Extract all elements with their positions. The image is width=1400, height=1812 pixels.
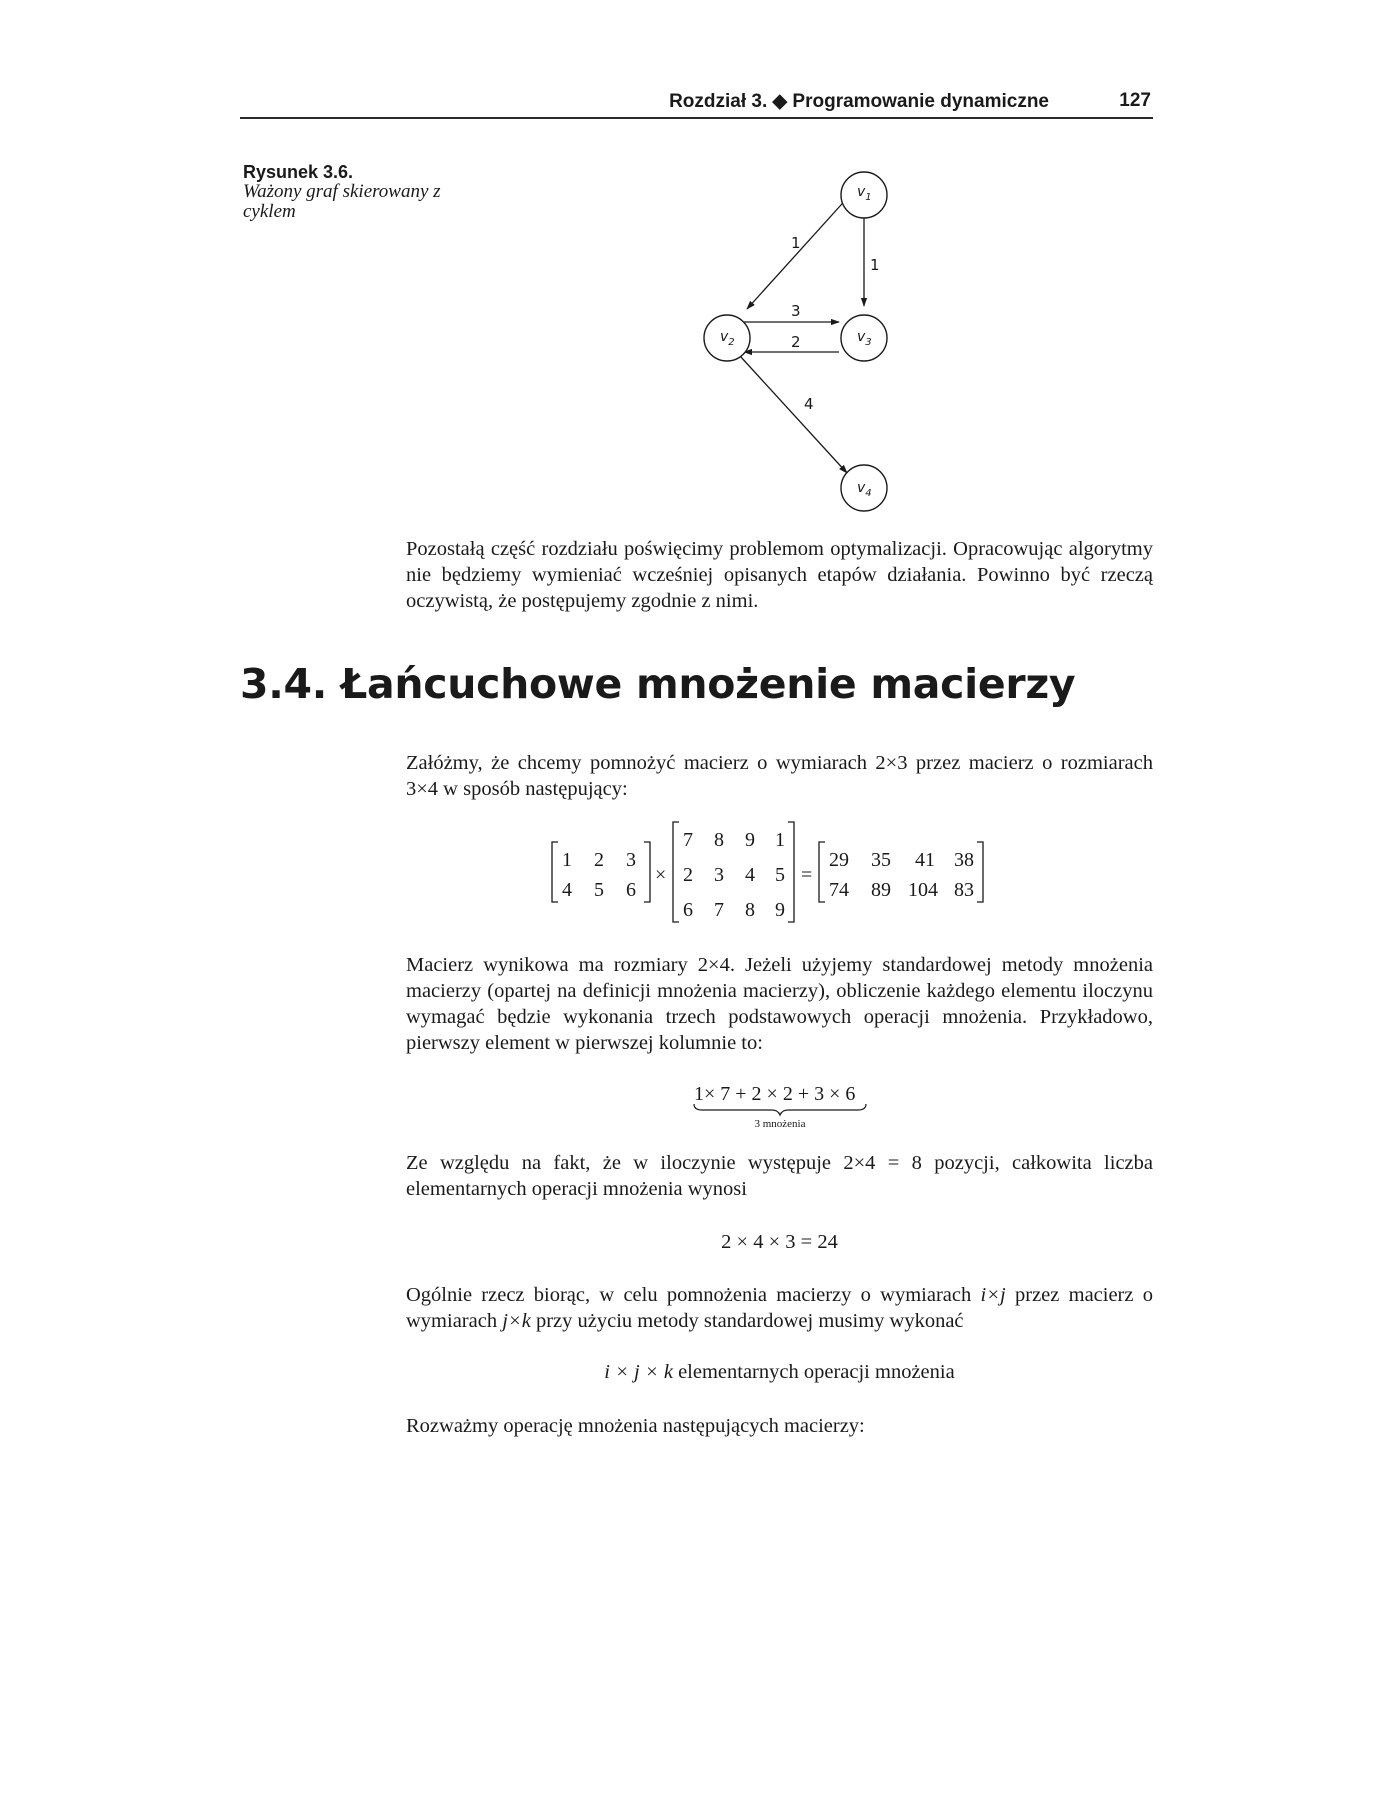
edge-weight-v1-v2: 1: [791, 234, 801, 252]
matrix-b-cell: 8: [714, 829, 724, 851]
matrix-b-cell: 7: [683, 829, 693, 851]
matrix-a-right-bracket: [644, 842, 650, 902]
paragraph-4: [406, 1282, 1153, 1334]
paragraph-3: [406, 1150, 1153, 1202]
paragraph-2-text: Macierz wynikowa ma rozmiary 2×4. Jeżeli użyjemy standardowej metody mnożenia macierzy (opartej na definicji mnożenia macierzy), obliczenie każdego elementu iloczynu wymagać będzie wykonania trzech podstawowych operacji mnożenia. Przykładowo, pierwszy element w pierwszej kolumnie to:: [406, 954, 1153, 1054]
weighted-graph-figure: [690, 158, 930, 520]
running-head: [240, 86, 1153, 116]
first-element-formula: [690, 1082, 870, 1130]
underbrace-label: 3 mnożenia: [754, 1118, 806, 1130]
matrix-c-cell: 29: [829, 849, 849, 871]
edge-weight-v1-v3: 1: [870, 256, 880, 274]
matrix-c-cell: 89: [871, 879, 891, 901]
edge-weight-v3-v2: 2: [791, 333, 801, 351]
matrix-a-cell: 5: [594, 879, 604, 901]
paragraph-2: [406, 952, 1153, 1056]
matrix-b-cell: 1: [775, 829, 785, 851]
dims-jxk: j×k: [502, 1310, 531, 1332]
times-sign: ×: [655, 864, 667, 886]
matrix-b-cell: 3: [714, 864, 724, 886]
matrix-a-left-bracket: [552, 842, 558, 902]
paragraph-5-text: Rozważmy operację mnożenia następujących macierzy:: [406, 1415, 865, 1437]
section-heading: 3.4. Łańcuchowe mnożenie macierzy: [240, 660, 1076, 708]
paragraph-1-text: Załóżmy, że chcemy pomnożyć macierz o wymiarach 2×3 przez macierz o rozmiarach 3×4 w sposób następujący:: [406, 752, 1153, 800]
matrix-c-left-bracket: [819, 842, 825, 902]
paragraph-4-part-a: Ogólnie rzecz biorąc, w celu pomnożenia macierzy o wymiarach: [406, 1284, 981, 1306]
node-label-v1: $v_1$: [857, 184, 872, 203]
edge-weight-v2-v4: 4: [804, 395, 814, 413]
paragraph-4-part-b: przez macierz o wymiarach: [406, 1284, 1153, 1332]
paragraph-4-text: [406, 1282, 1153, 1334]
matrix-a-cell: 4: [562, 879, 572, 901]
paragraph-5: [406, 1413, 1153, 1439]
matrix-b-cell: 5: [775, 864, 785, 886]
equals-sign: =: [801, 864, 813, 886]
matrix-c-cell: 83: [954, 879, 974, 901]
first-element-expression: 1× 7 + 2 × 2 + 3 × 6: [694, 1083, 856, 1105]
general-expression: i × j × k: [604, 1361, 673, 1383]
edge-v1-v2: [747, 195, 850, 309]
matrix-equation: [550, 820, 1010, 932]
matrix-a-cell: 1: [562, 849, 572, 871]
intro-paragraph: [406, 536, 1153, 614]
header-rule: [240, 117, 1153, 119]
paragraph-3-text: Ze względu na fakt, że w iloczynie występuje 2×4 = 8 pozycji, całkowita liczba elementarnych operacji mnożenia wynosi: [406, 1152, 1153, 1200]
figure-description: Ważony graf skierowany z cyklem: [243, 181, 441, 222]
figure-number: Rysunek 3.6.: [243, 162, 354, 182]
matrix-c-cell: 104: [908, 879, 938, 901]
matrix-c-right-bracket: [977, 842, 983, 902]
matrix-c-cell: 38: [954, 849, 974, 871]
matrix-b-cell: 4: [745, 864, 755, 886]
underbrace: [694, 1104, 866, 1115]
paragraph-4-part-c: przy użyciu metody standardowej musimy wykonać: [530, 1310, 964, 1332]
matrix-b-cell: 7: [714, 899, 724, 921]
total-formula: 2 × 4 × 3 = 24: [721, 1231, 838, 1253]
matrix-b-cell: 8: [745, 899, 755, 921]
paragraph-1: [406, 750, 1153, 802]
node-label-v4: $v_4$: [857, 480, 872, 499]
general-formula: [406, 1361, 1153, 1384]
edge-v2-v4: [740, 356, 847, 473]
general-text: elementarnych operacji mnożenia: [672, 1361, 955, 1383]
matrix-a-cell: 6: [626, 879, 636, 901]
intro-text: Pozostałą część rozdziału poświęcimy problemom optymalizacji. Opracowując algorytmy nie będziemy wymieniać wcześniej opisanych etapów działania. Powinno być rzeczą oczywistą, że postępujemy zgodnie z nimi.: [406, 538, 1153, 612]
matrix-b-cell: 9: [775, 899, 785, 921]
chapter-title: Rozdział 3. ◆ Programowanie dynamiczne: [669, 91, 1049, 112]
edge-weight-v2-v3: 3: [791, 302, 801, 320]
matrix-b-cell: 2: [683, 864, 693, 886]
matrix-c-cell: 35: [871, 849, 891, 871]
figure-caption: [243, 162, 443, 222]
node-label-v3: $v_3$: [857, 329, 872, 348]
matrix-a-cell: 2: [594, 849, 604, 871]
matrix-b-right-bracket: [788, 822, 794, 922]
node-label-v2: $v_2$: [720, 329, 735, 348]
matrix-c-cell: 74: [829, 879, 849, 901]
matrix-b-cell: 9: [745, 829, 755, 851]
matrix-a-cell: 3: [626, 849, 636, 871]
matrix-c-cell: 41: [915, 849, 935, 871]
page-number: 127: [1119, 90, 1151, 111]
matrix-b-cell: 6: [683, 899, 693, 921]
matrix-b-left-bracket: [673, 822, 679, 922]
dims-ixj: i×j: [980, 1284, 1006, 1306]
